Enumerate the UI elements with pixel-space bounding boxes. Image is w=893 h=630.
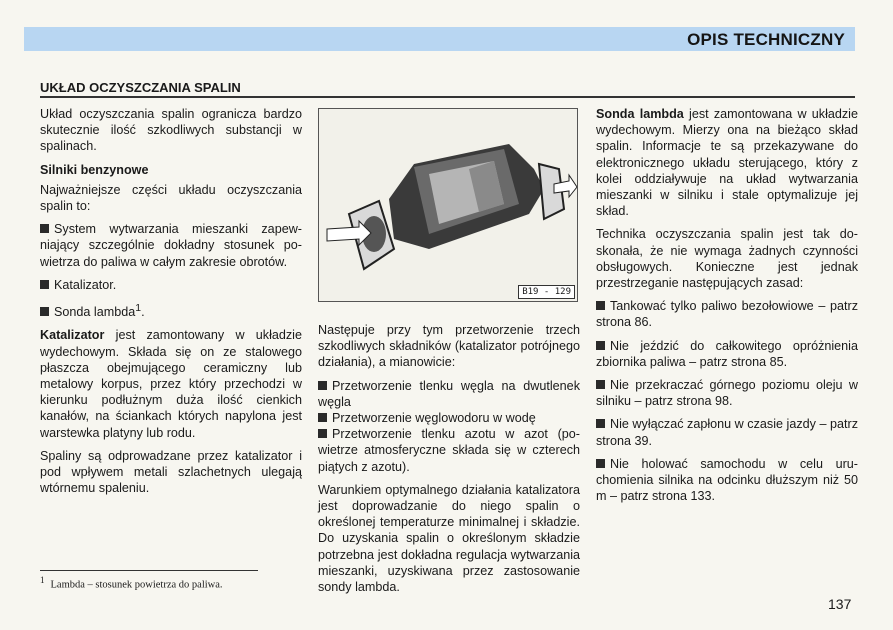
condition-paragraph: Warunkiem optymalnego działania katalizatora jest doprowadzanie do niego spalin o określonej temperaturze minimalnej i składzie. Do uzyskania spalin o określonym składzie potrzebna jest dokładna regulacja wytwarzania mieszanki, uzyskiwana przez zastosowanie sondy lambda. (318, 482, 580, 595)
section-title: UKŁAD OCZYSZCZANIA SPALIN (40, 80, 241, 95)
list-item: Przetworzenie tlenku węgla na dwutlenek węgla (318, 378, 580, 409)
bullet-icon (596, 380, 605, 389)
bullet-icon (596, 419, 605, 428)
bullet-icon (318, 413, 327, 422)
right-column (596, 106, 858, 511)
middle-column (318, 322, 580, 602)
list-item: Nie przekraczać górnego poziomu oleju w silniku – patrz strona 98. (596, 378, 858, 409)
page-number: 137 (828, 596, 852, 612)
list-item: System wytwarzania mieszanki zapewniający szczególnie dokładny stosunek powietrza do paliwa w całym zakresie obrotów. (40, 222, 302, 269)
subheading: Silniki benzynowe (40, 162, 149, 177)
bullet-icon (40, 224, 49, 233)
intro-paragraph: Układ oczyszczania spalin ogranicza bardzo skutecznie ilość szkodliwych substancji w spalinach. (40, 107, 302, 154)
list-item: Tankować tylko paliwo bezołowiowe – patrz strona 86. (596, 299, 858, 330)
bullet-icon (40, 280, 49, 289)
lambda-paragraph: Sonda lambda jest zamontowana w układzie wydechowym. Mierzy ona na bieżąco skład spalin. Informacje te są przekazywane do elektronicznego układu sterującego, który z kolei oddziaływuje na układ wytwarzania mieszanki w silniku i stale optymalizuje jej skład. (596, 107, 858, 219)
catalytic-converter-figure (318, 108, 578, 302)
list-item: Przetworzenie węglowodoru w wodę (318, 410, 580, 426)
bullet-icon (596, 341, 605, 350)
bullet-icon (40, 307, 49, 316)
footnote: $^1$ Lambda – stosunek powietrza do paliwa. (40, 575, 223, 591)
bullet-icon (596, 301, 605, 310)
catalytic-converter-illustration (319, 109, 577, 301)
parts-intro: Najważniejsze części układu oczyszczania spalin to: (40, 182, 302, 214)
figure-label: B19 - 129 (518, 285, 575, 299)
list-item: Katalizator. (40, 277, 302, 293)
middle-intro: Następuje przy tym przetworzenie trzech szkodliwych składników (katalizator potrójnego działania), a mianowicie: (318, 323, 580, 370)
exhaust-paragraph: Spaliny są odprowadzane przez katalizator i pod wpływem metali szlachetnych ulegają wtórnemu spaleniu. (40, 448, 302, 496)
list-item: Nie holować samochodu w celu uruchomienia silnika na odcinku dłuższym niż 50 m – patrz strona 133. (596, 456, 858, 504)
header-banner (24, 27, 855, 51)
list-item: Przetworzenie tlenku azotu w azot (powietrze atmosferyczne składa się w czterech piątych z azotu). (318, 427, 580, 474)
footnote-divider (40, 570, 258, 571)
footnote-ref: 1 (135, 302, 142, 315)
bullet-icon (318, 381, 327, 390)
section-divider (40, 96, 855, 98)
list-item: Nie wyłączać zapłonu w czasie jazdy – patrz strona 39. (596, 417, 858, 448)
chapter-title: OPIS TECHNICZNY (687, 30, 845, 49)
catalyst-paragraph: Katalizator jest zamontowany w układzie wydechowym. Składa się on ze stalowego płaszcza obejmującego ceramiczny lub metalowy korpus, przez który przechodzi w kierunku podłużnym duża ilość cienkich kanałów, na ściankach których napylona jest warstewka platyny lub rodu. (40, 328, 302, 440)
list-item: Sonda lambda$^1$. (40, 300, 302, 320)
list-item: Nie jeździć do całkowitego opróżnienia zbiornika paliwa – patrz strona 85. (596, 338, 858, 369)
left-column (40, 106, 302, 503)
bullet-icon (596, 459, 605, 468)
bullet-icon (318, 429, 327, 438)
technique-paragraph: Technika oczyszczania spalin jest tak doskonała, że nie wymaga żadnych czynności obsługowych. Konieczne jest jednak przestrzeganie następujących zasad: (596, 227, 858, 291)
